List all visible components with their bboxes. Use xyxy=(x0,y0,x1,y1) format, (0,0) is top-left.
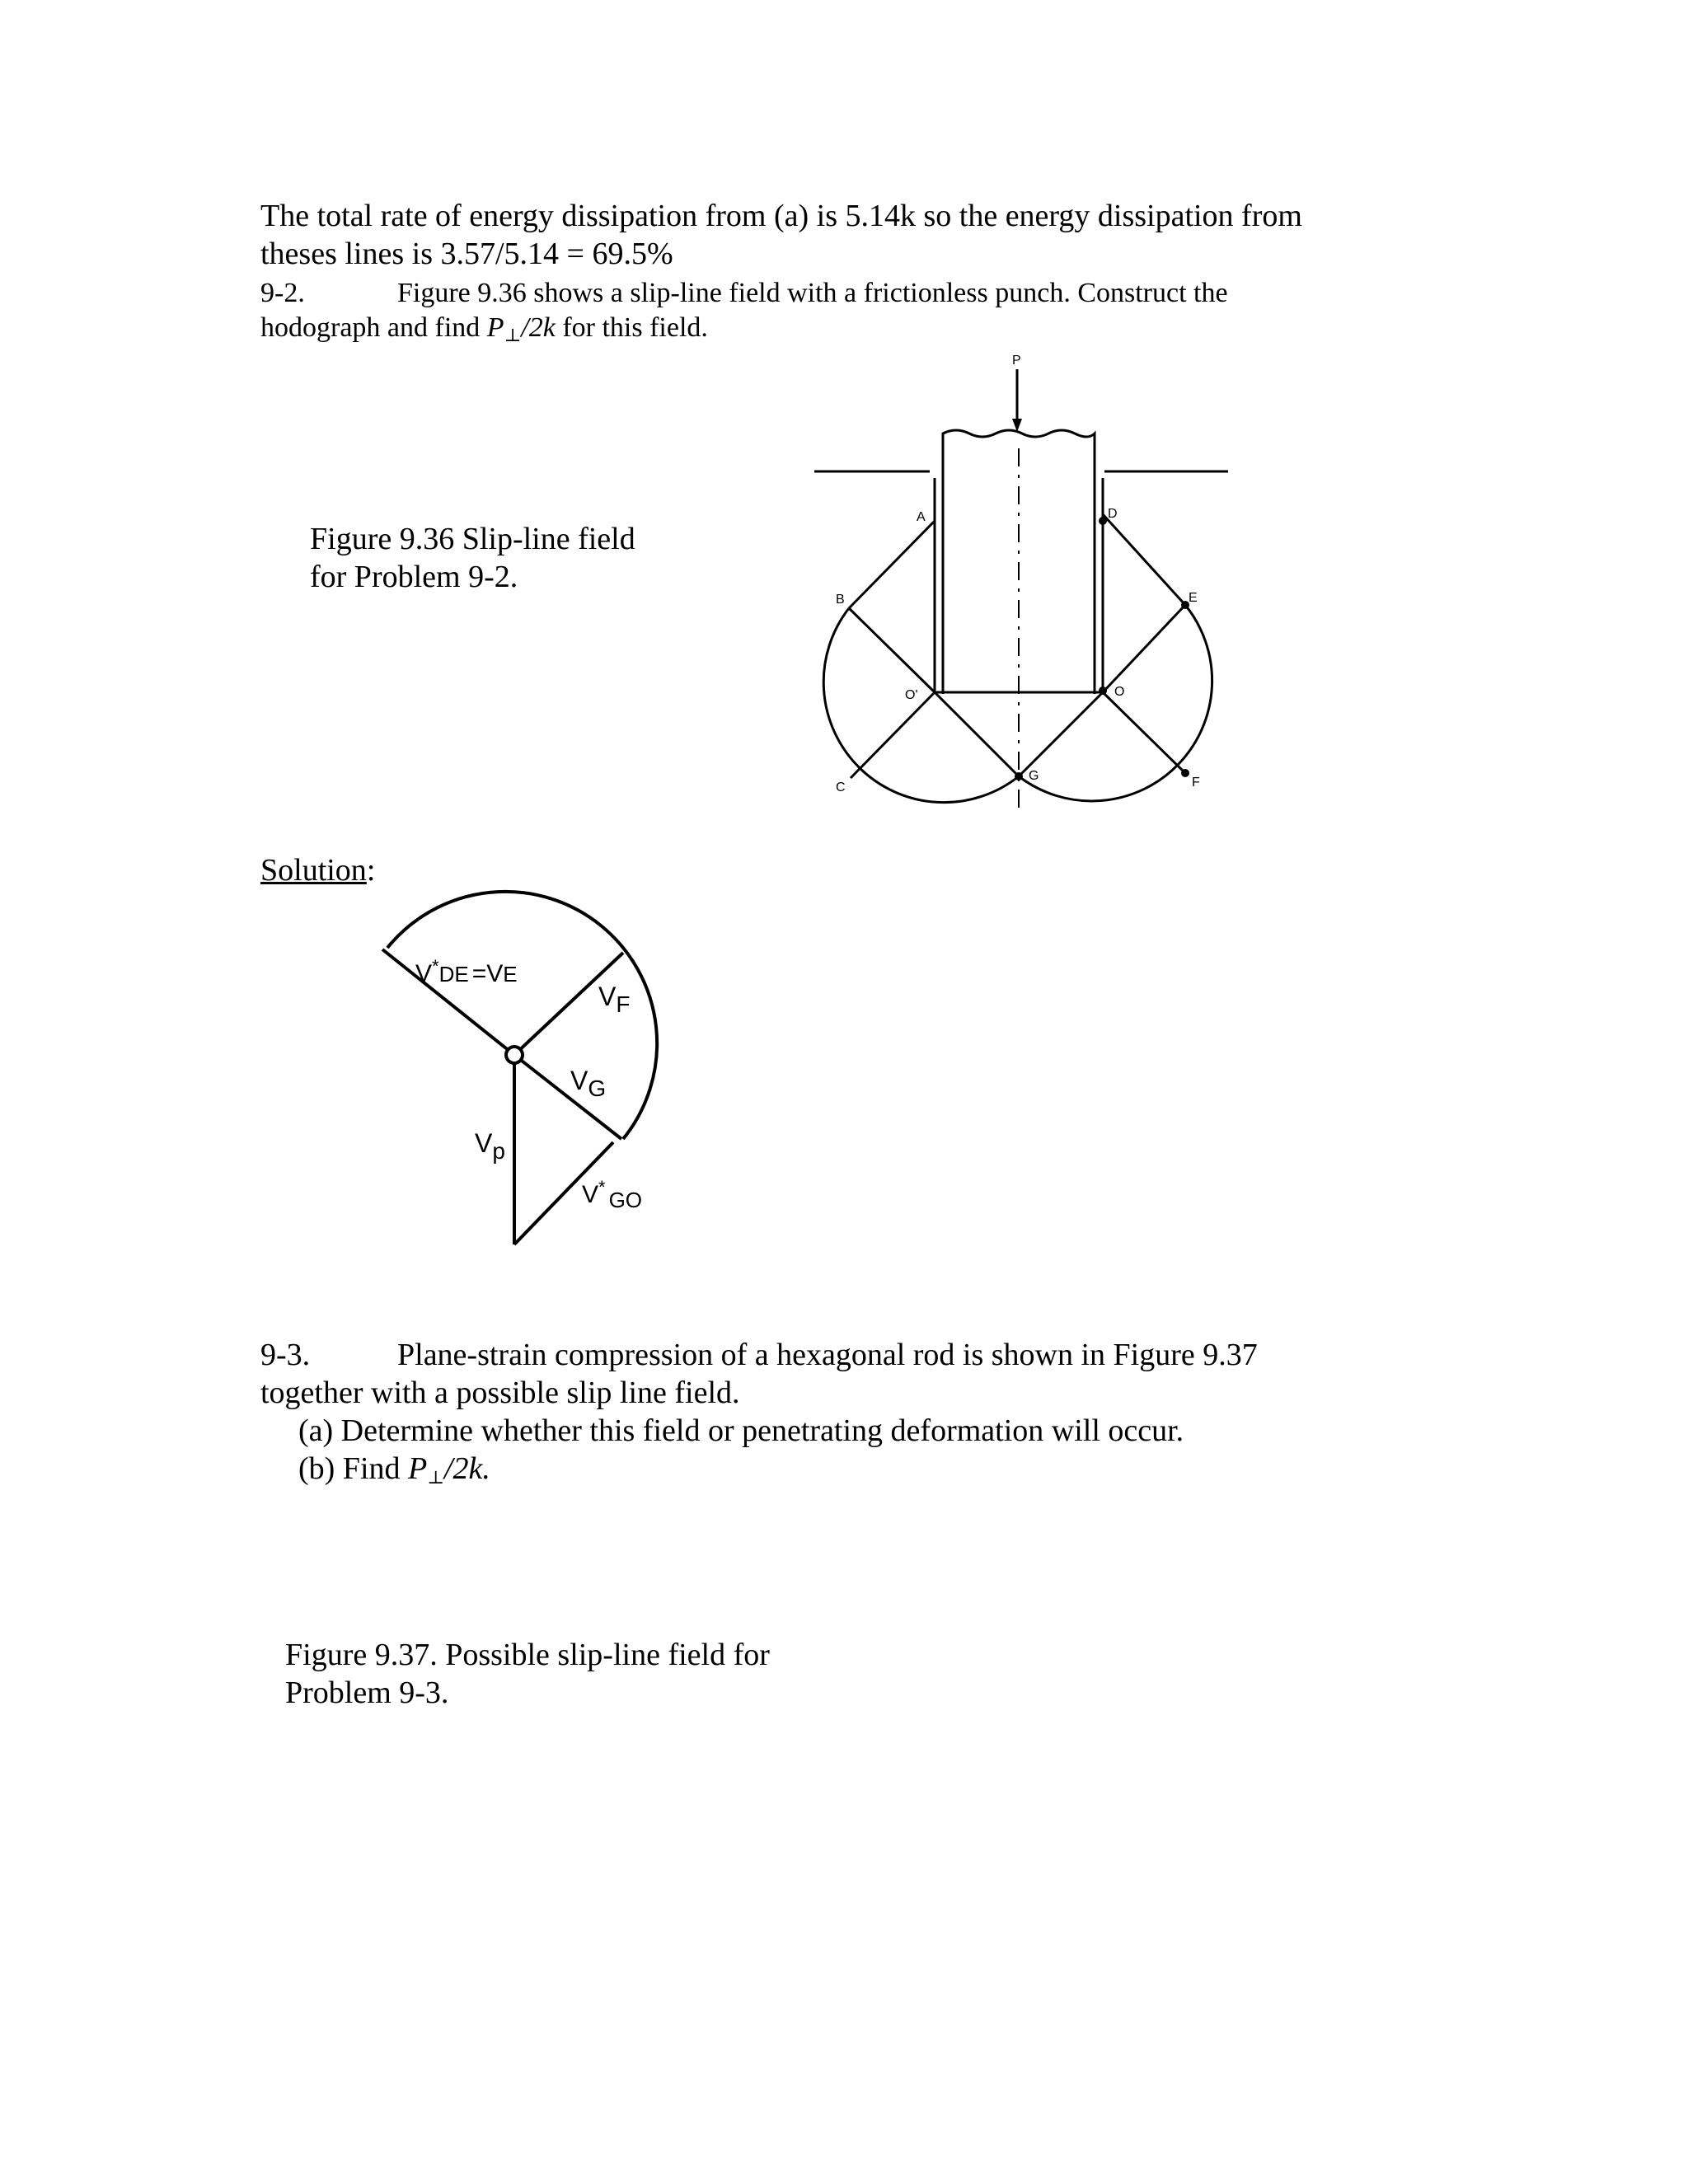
part-b-math xyxy=(408,1451,490,1486)
problem-9-3-number: 9-3. xyxy=(260,1338,311,1372)
v-go-star: * xyxy=(598,1177,606,1197)
label-D: D xyxy=(1108,507,1118,521)
label-v-g xyxy=(570,1065,606,1103)
figure-9-36-caption-line-2: for Problem 9-2. xyxy=(310,560,518,594)
math-p: P xyxy=(486,312,504,343)
v-g-main: V xyxy=(570,1066,588,1095)
label-v-p xyxy=(475,1127,505,1165)
problem-9-2-text-line-1: Figure 9.36 shows a slip-line field with a frictionless punch. Construct the xyxy=(397,278,1228,308)
part-b-pre: (b) Find xyxy=(298,1451,401,1486)
hodograph-origin xyxy=(506,1047,523,1063)
v-de-sub: DE xyxy=(438,962,469,987)
v-p-main: V xyxy=(475,1128,493,1158)
label-G: G xyxy=(1029,769,1039,783)
solution-colon: : xyxy=(366,853,376,888)
v-de-eq: =V xyxy=(471,960,504,987)
figure-9-36-caption-line-1: Figure 9.36 Slip-line field xyxy=(310,522,635,556)
label-v-f xyxy=(598,981,630,1019)
v-g-sub: G xyxy=(588,1076,607,1101)
solution-label: Solution xyxy=(260,853,367,888)
v-de-star: * xyxy=(432,956,439,977)
label-O: O xyxy=(1114,685,1125,699)
problem-9-3-text-line-2: together with a possible slip line field. xyxy=(260,1376,740,1410)
intro-line-1: The total rate of energy dissipation from (a) is 5.14k so the energy dissipation from xyxy=(260,199,1302,233)
v-de-main: V xyxy=(415,960,433,987)
label-v-de xyxy=(415,956,518,989)
label-B: B xyxy=(836,593,845,607)
v-f-main: V xyxy=(598,982,617,1011)
v-go-sub: GO xyxy=(608,1188,643,1212)
label-F: F xyxy=(1192,776,1200,790)
math-perp: ⊥ xyxy=(504,325,522,345)
figure-9-37-caption-line-1: Figure 9.37. Possible slip-line field for xyxy=(285,1638,770,1672)
math-rest: /2k xyxy=(521,312,556,343)
part-b-math-rest: /2k. xyxy=(443,1451,490,1486)
label-C: C xyxy=(836,780,846,794)
figure-9-37-caption-line-2: Problem 9-3. xyxy=(285,1675,449,1710)
problem-9-3-part-a: (a) Determine whether this field or penetrating deformation will occur. xyxy=(298,1413,1184,1448)
part-b-math-perp: ⊥ xyxy=(427,1467,444,1488)
v-p-sub: p xyxy=(492,1138,505,1164)
problem-9-3-part-b xyxy=(298,1451,490,1488)
label-A: A xyxy=(917,510,926,524)
part-b-math-p: P xyxy=(408,1451,428,1486)
label-v-go xyxy=(582,1177,642,1213)
label-E: E xyxy=(1189,591,1198,605)
problem-9-2-number: 9-2. xyxy=(260,278,305,308)
label-O-prime: O' xyxy=(905,688,918,702)
intro-line-2: theses lines is 3.57/5.14 = 69.5% xyxy=(260,237,673,271)
v-go-main: V xyxy=(582,1181,599,1208)
label-P: P xyxy=(1012,354,1021,368)
problem-9-2-line-2-post: for this field. xyxy=(562,312,708,343)
v-f-sub: F xyxy=(616,991,631,1017)
problem-9-3-text-line-1: Plane-strain compression of a hexagonal rod is shown in Figure 9.37 xyxy=(397,1338,1258,1372)
problem-9-2-line-2-pre: hodograph and find xyxy=(260,312,481,343)
v-e-sub: E xyxy=(503,962,518,987)
